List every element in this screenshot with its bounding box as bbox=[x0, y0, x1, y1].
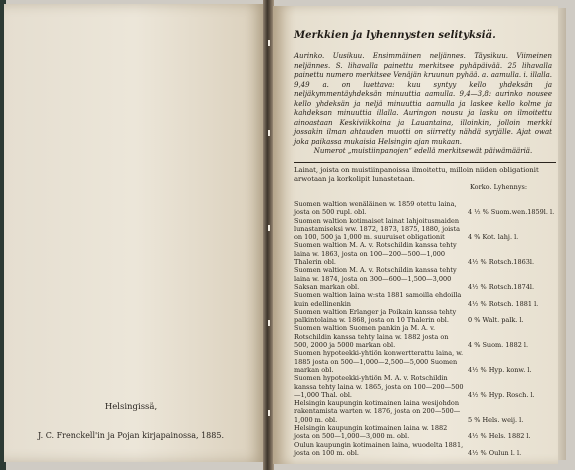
loan-row bbox=[294, 441, 556, 458]
show-through-ghost bbox=[44, 64, 234, 314]
loan-description: Suomen hypoteekki-yhtiön M. A. v. Rotschildin kanssa tehty laina w. 1865, josta on 100—200—500—1,000 Thal. obl. bbox=[294, 374, 464, 399]
page-edges bbox=[558, 8, 566, 460]
loan-code: 0 % Walt. palk. l. bbox=[468, 316, 524, 325]
loan-table-title: Lainat, joista on muistiinpanoissa ilmoitettu, milloin niiden obligationit arwotaan ja korkolipit lunastetaan. bbox=[294, 166, 539, 183]
loan-row bbox=[294, 349, 556, 374]
loan-row bbox=[294, 374, 556, 399]
loan-description: Suomen waltion M. A. v. Rotschildin kanssa tehty laina w. 1874, josta on 300—600—1,500—3,000 Saksan markan obl. bbox=[294, 266, 457, 291]
imprint-printer: J. C. Frenckell'in ja Pojan kirjapainossa, 1885. bbox=[38, 431, 224, 440]
page-heading: Merkkien ja lyhennysten selityksiä. bbox=[294, 30, 496, 41]
loan-code: 4½ % Rotsch. 1881 l. bbox=[468, 299, 539, 308]
loan-description: Suomen waltion Erlanger ja Poikain kanssa tehty palkintolaina w. 1868, josta on 10 Thalerin obl. bbox=[294, 307, 457, 325]
loan-description: Suomen waltion kotimaiset lainat lahjoitusmaiden lunastamiseksi ww. 1872, 1873, 1875, 1880, joista on 100, 500 ja 1,000 m. suuruiset obligationit bbox=[294, 216, 461, 242]
loan-row bbox=[294, 200, 556, 217]
loan-code: 4½ % Hels. 1882 l. bbox=[468, 432, 531, 441]
loan-code: 4 % Kot. lahj. l. bbox=[468, 233, 519, 242]
loan-code: 4½ % Rotsch.1863l. bbox=[468, 258, 535, 267]
loan-description: Helsingin kaupungin kotimainen laina wesijohdon rakentamista warten w. 1876, josta on 200—500—1,000 m. obl. bbox=[294, 399, 461, 424]
loan-code: 5 % Hels. weij. l. bbox=[468, 415, 524, 424]
loan-code: 4½ % Rotsch.1874l. bbox=[468, 282, 535, 291]
loan-row bbox=[294, 399, 556, 424]
binding-stitch bbox=[268, 130, 270, 136]
loan-description: Oulun kaupungin kotimainen laina, wuodelta 1881, josta on 100 m. obl. bbox=[294, 440, 464, 457]
binding-stitch bbox=[268, 320, 270, 326]
loan-code: 4 % Suom. 1882 l. bbox=[468, 341, 529, 350]
loan-row bbox=[294, 241, 556, 266]
binding-stitch bbox=[268, 40, 270, 46]
loan-description: Suomen waltion M. A. v. Rotschildin kanssa tehty laina w. 1863, josta on 100—200—500—1,000 Thalerin obl. bbox=[294, 241, 457, 267]
loan-list bbox=[294, 200, 556, 457]
loan-row bbox=[294, 424, 556, 441]
loan-description: Suomen waltion wenäläinen w. 1859 otettu laina, josta on 500 rupl. obl. bbox=[294, 200, 457, 217]
loan-code: 4½ % Hyp. Rosch. l. bbox=[468, 390, 535, 399]
loan-row bbox=[294, 217, 556, 242]
left-page bbox=[4, 4, 266, 462]
legend-paragraph: Aurinko. Uusikuu. Ensimmäinen neljännes. Täysikuu. Viimeinen neljännes. S. lihavalla painettu merkitsee pyhäpäivää. 25 lihavalla painettu numero merkitsee Venäjän kruunun pyhää. a. aamulla. i. illalla. 9,49 a. on luettava: kuu syntyy kello yhdeksän ja neljäkymmentäyhdeksän minuuttia aamulla. 9,4—3,8: aurinko nousee kello yhdeksän ja neljä minuuttia aamulla ja laskee kello kolme ja kahdeksan minuuttia illalla. Auringon nousu ja lasku on ilmoitettu ainoastaan Keskiviikkoina ja Lauantaina, illoinkin, jolloin merkki jossakin ilman ahtauden muotti on siirretty nähdä syrjälle. Ajat owat joka paikassa mukaisia Helsingin ajan mukaan. bbox=[294, 52, 552, 146]
section-rule bbox=[294, 162, 556, 163]
loan-description: Helsingin kaupungin kotimainen laina w. 1882 josta on 500—1,000—3,000 m. obl. bbox=[294, 424, 448, 441]
binding-stitch bbox=[268, 410, 270, 416]
legend-note: Numerot „muistiinpanojen“ edellä merkitsewät päiwämääriä. bbox=[313, 147, 533, 155]
loan-description: Suomen hypoteekki-yhtiön konwertterattu laina, w. 1885 josta on 500—1,000—2,500—5,000 Suomen markan obl. bbox=[294, 349, 464, 374]
symbol-legend bbox=[294, 52, 552, 157]
loan-row bbox=[294, 266, 556, 291]
binding-stitch bbox=[268, 225, 270, 231]
column-heading: Korko. Lyhennys: bbox=[470, 183, 528, 191]
loan-row bbox=[294, 308, 556, 325]
loan-row bbox=[294, 324, 556, 349]
loan-code: 4 ½ % Suom.wen.1859l. l. bbox=[468, 208, 555, 217]
loan-code: 4½ % Hyp. konw. l. bbox=[468, 365, 532, 374]
loan-description: Suomen waltion Suomen pankin ja M. A. v. Rotschildin kanssa tehty laina w. 1882 josta on 500, 2000 ja 5000 markan obl. bbox=[294, 324, 449, 350]
loan-code: 4½ % Oulun l. l. bbox=[468, 448, 522, 457]
loan-row bbox=[294, 291, 556, 308]
loan-description: Suomen waltion laina w:sta 1881 samoilla ehdoilla kuin edellinenkin bbox=[294, 291, 462, 308]
imprint-city: Helsingissä, bbox=[104, 402, 158, 412]
